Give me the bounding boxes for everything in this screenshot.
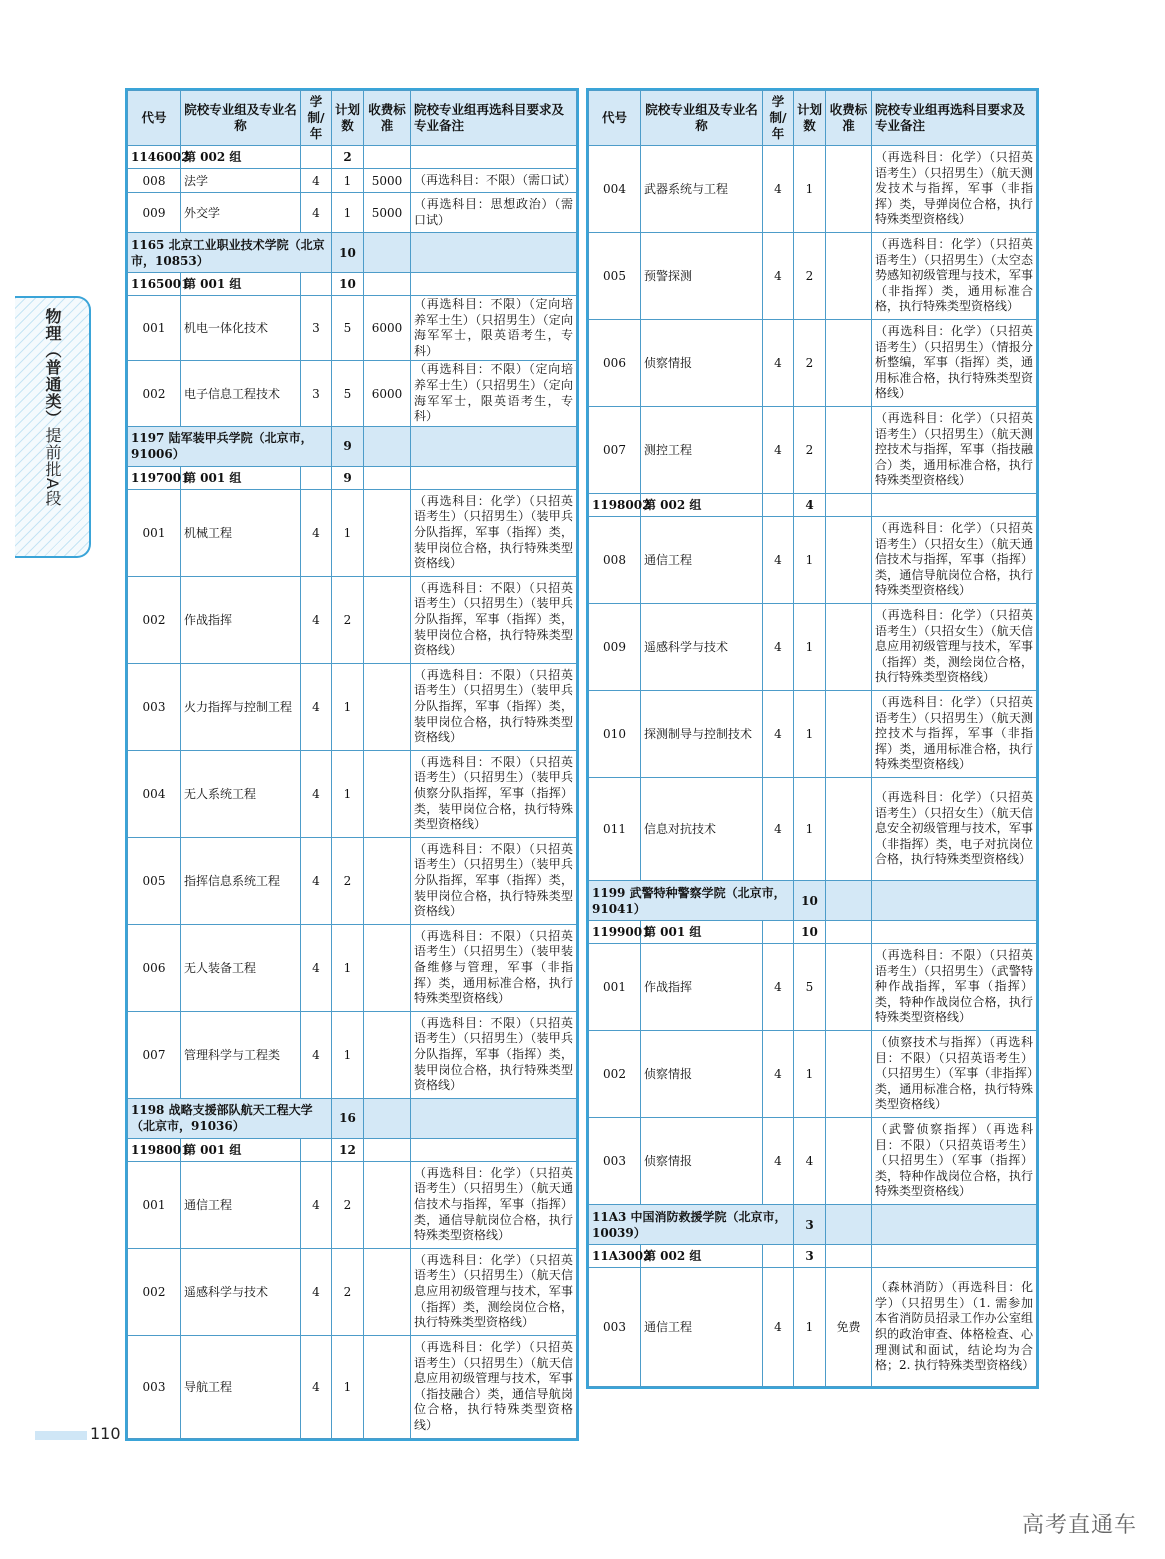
right-admission-table [588, 90, 1037, 1387]
group-name: 第 001 组 [181, 466, 301, 489]
college-row [589, 1205, 1037, 1245]
major-row [589, 691, 1037, 778]
notes-cell [411, 273, 577, 296]
major-row [128, 750, 577, 837]
major-code: 001 [128, 296, 181, 361]
fee-cell [826, 494, 872, 517]
plan-count: 9 [332, 466, 364, 489]
notes-cell: （再选科目：化学）（只招英语考生）（只招男生）（太空态势感知初级管理与技术，军事（非指挥）类，通用标准合格，执行特殊类型资格线） [872, 233, 1037, 320]
years-cell: 4 [763, 233, 794, 320]
college-name: 1197 陆军装甲兵学院（北京市，91006） [128, 426, 332, 466]
group-name: 第 002 组 [641, 494, 763, 517]
notes-cell: （武警侦察指挥）（再选科目：不限）（只招英语考生）（只招男生）（军事（指挥）类，特种作战岗位合格，执行特殊类型资格线） [872, 1118, 1037, 1205]
major-row [589, 517, 1037, 604]
notes-cell: （再选科目：化学）（只招英语考生）（只招女生）（航天信息应用初级管理与技术，军事（指挥）类，测绘岗位合格，执行特殊类型资格线） [872, 604, 1037, 691]
fee-cell [364, 924, 411, 1011]
major-row [128, 1161, 577, 1248]
notes-cell: （再选科目：不限）（只招英语考生）（只招男生）（装甲兵分队指挥，军事（指挥）类，装甲岗位合格，执行特殊类型资格线） [411, 1011, 577, 1098]
plan-count: 1 [794, 1268, 826, 1387]
fee-cell [826, 407, 872, 494]
years-cell: 3 [301, 296, 332, 361]
major-code: 007 [128, 1011, 181, 1098]
group-code: 1165001 [128, 273, 181, 296]
years-cell: 4 [301, 663, 332, 750]
years-cell: 4 [763, 1268, 794, 1387]
major-code: 001 [128, 489, 181, 576]
header-name: 院校专业组及专业名称 [181, 91, 301, 146]
major-name: 通信工程 [641, 1268, 763, 1387]
major-row [128, 296, 577, 361]
major-name: 电子信息工程技术 [181, 361, 301, 426]
notes-cell [411, 1138, 577, 1161]
page-number-bar [35, 1431, 87, 1440]
fee-cell [826, 1031, 872, 1118]
years-cell [301, 146, 332, 169]
group-code: 11A3002 [589, 1245, 641, 1268]
plan-count: 10 [794, 921, 826, 944]
header-code: 代号 [128, 91, 181, 146]
group-row [128, 466, 577, 489]
years-cell: 4 [301, 1161, 332, 1248]
major-name: 指挥信息系统工程 [181, 837, 301, 924]
major-row [128, 663, 577, 750]
major-code: 004 [128, 750, 181, 837]
years-cell: 4 [301, 193, 332, 233]
group-code: 1197001 [128, 466, 181, 489]
plan-count: 2 [332, 1248, 364, 1335]
major-code: 003 [128, 663, 181, 750]
plan-count: 10 [332, 273, 364, 296]
major-name: 侦察情报 [641, 1118, 763, 1205]
fee-cell [826, 691, 872, 778]
notes-cell [411, 233, 577, 273]
notes-cell: （再选科目：化学）（只招英语考生）（只招男生）（航天测控技术与指挥，军事（指技融合）类，通用标准合格，执行特殊类型资格线） [872, 407, 1037, 494]
plan-count: 2 [332, 576, 364, 663]
college-name: 1199 武警特种警察学院（北京市，91041） [589, 881, 794, 921]
fee-cell [364, 273, 411, 296]
years-cell [763, 494, 794, 517]
major-row [128, 1335, 577, 1438]
major-code: 010 [589, 691, 641, 778]
fee-cell: 免费 [826, 1268, 872, 1387]
years-cell: 4 [763, 944, 794, 1031]
major-code: 008 [589, 517, 641, 604]
major-code: 007 [589, 407, 641, 494]
major-name: 机械工程 [181, 489, 301, 576]
fee-cell [826, 921, 872, 944]
header-years: 学制/年 [763, 91, 794, 146]
major-code: 009 [589, 604, 641, 691]
years-cell: 4 [301, 1335, 332, 1438]
fee-cell [364, 233, 411, 273]
years-cell [301, 1138, 332, 1161]
major-code: 005 [128, 837, 181, 924]
major-code: 009 [128, 193, 181, 233]
fee-cell [364, 489, 411, 576]
years-cell: 4 [301, 1248, 332, 1335]
fee-cell [826, 233, 872, 320]
major-row [128, 1248, 577, 1335]
fee-cell: 6000 [364, 361, 411, 426]
fee-cell [826, 320, 872, 407]
years-cell: 4 [301, 576, 332, 663]
major-code: 006 [589, 320, 641, 407]
major-row [128, 924, 577, 1011]
notes-cell: （再选科目：化学）（只招英语考生）（只招女生）（航天通信技术与指挥，军事（指挥）类，通信导航岗位合格，执行特殊类型资格线） [872, 517, 1037, 604]
notes-cell [411, 1098, 577, 1138]
group-row [589, 921, 1037, 944]
plan-count: 10 [332, 233, 364, 273]
plan-count: 1 [332, 193, 364, 233]
plan-count: 2 [332, 146, 364, 169]
plan-count: 2 [332, 1161, 364, 1248]
watermark: 高考直通车 [1021, 1513, 1137, 1538]
major-name: 遥感科学与技术 [641, 604, 763, 691]
college-name: 1165 北京工业职业技术学院（北京市，10853） [128, 233, 332, 273]
group-code: 1198002 [589, 494, 641, 517]
years-cell: 4 [301, 750, 332, 837]
notes-cell: （森林消防）（再选科目：化学）（只招男生）（1. 需参加本省消防员招录工作办公室组织的政治审查、体格检查、心理测试和面试，结论均为合格；2. 执行特殊类型资格线） [872, 1268, 1037, 1387]
side-tab [15, 296, 91, 558]
fee-cell [826, 778, 872, 881]
plan-count: 4 [794, 494, 826, 517]
fee-cell [826, 944, 872, 1031]
fee-cell [364, 837, 411, 924]
years-cell: 4 [763, 1118, 794, 1205]
major-name: 管理科学与工程类 [181, 1011, 301, 1098]
major-code: 002 [128, 1248, 181, 1335]
years-cell: 4 [763, 1031, 794, 1118]
years-cell: 4 [301, 169, 332, 193]
plan-count: 1 [794, 146, 826, 233]
fee-cell: 6000 [364, 296, 411, 361]
major-row [589, 1118, 1037, 1205]
left-admission-table [127, 90, 577, 1439]
major-code: 008 [128, 169, 181, 193]
major-row [589, 1268, 1037, 1387]
plan-count: 10 [794, 881, 826, 921]
major-code: 002 [589, 1031, 641, 1118]
notes-cell [872, 1205, 1037, 1245]
plan-count: 2 [794, 320, 826, 407]
notes-cell: （再选科目：不限）（定向培养军士生）（只招男生）（定向海军军士，限英语考生，专科） [411, 361, 577, 426]
major-name: 无人装备工程 [181, 924, 301, 1011]
group-row [128, 1138, 577, 1161]
years-cell: 4 [301, 489, 332, 576]
fee-cell [364, 750, 411, 837]
notes-cell: （再选科目：化学）（只招英语考生）（只招男生）（情报分析整编，军事（指挥）类，通用标准合格，执行特殊类型资格线） [872, 320, 1037, 407]
major-code: 003 [589, 1118, 641, 1205]
major-row [128, 193, 577, 233]
group-row [128, 273, 577, 296]
major-code: 002 [128, 576, 181, 663]
page-number: 110 [90, 1424, 121, 1443]
college-row [128, 426, 577, 466]
plan-count: 5 [332, 296, 364, 361]
notes-cell [872, 881, 1037, 921]
years-cell: 4 [763, 407, 794, 494]
years-cell: 3 [301, 361, 332, 426]
fee-cell: 5000 [364, 169, 411, 193]
major-name: 信息对抗技术 [641, 778, 763, 881]
fee-cell [364, 576, 411, 663]
plan-count: 1 [332, 924, 364, 1011]
major-row [589, 604, 1037, 691]
major-name: 法学 [181, 169, 301, 193]
major-name: 预警探测 [641, 233, 763, 320]
group-name: 第 001 组 [641, 921, 763, 944]
fee-cell [826, 1118, 872, 1205]
major-code: 006 [128, 924, 181, 1011]
notes-cell: （再选科目：化学）（只招英语考生）（只招男生）（装甲兵分队指挥，军事（指挥）类，装甲岗位合格，执行特殊类型资格线） [411, 489, 577, 576]
header-fee: 收费标准 [826, 91, 872, 146]
fee-cell [826, 604, 872, 691]
plan-count: 2 [794, 233, 826, 320]
major-code: 005 [589, 233, 641, 320]
notes-cell: （再选科目：不限）（只招英语考生）（只招男生）（装甲兵分队指挥，军事（指挥）类，装甲岗位合格，执行特殊类型资格线） [411, 663, 577, 750]
notes-cell: （再选科目：化学）（只招英语考生）（只招女生）（航天信息安全初级管理与技术，军事（非指挥）类，电子对抗岗位合格，执行特殊类型资格线） [872, 778, 1037, 881]
major-name: 作战指挥 [641, 944, 763, 1031]
group-code: 1199001 [589, 921, 641, 944]
major-row [128, 837, 577, 924]
group-row [589, 1245, 1037, 1268]
notes-cell [411, 146, 577, 169]
years-cell: 4 [763, 517, 794, 604]
major-code: 004 [589, 146, 641, 233]
notes-cell [411, 466, 577, 489]
plan-count: 1 [794, 778, 826, 881]
major-name: 探测制导与控制技术 [641, 691, 763, 778]
major-code: 011 [589, 778, 641, 881]
fee-cell [364, 1161, 411, 1248]
years-cell: 4 [763, 778, 794, 881]
major-code: 001 [128, 1161, 181, 1248]
side-tab-label: 物理（普通类）提前批A段 [43, 308, 62, 507]
notes-cell: （再选科目：化学）（只招英语考生）（只招男生）（航天通信技术与指挥，军事（指挥）类，通信导航岗位合格，执行特殊类型资格线） [411, 1161, 577, 1248]
major-name: 武器系统与工程 [641, 146, 763, 233]
major-name: 通信工程 [641, 517, 763, 604]
plan-count: 1 [332, 1011, 364, 1098]
plan-count: 3 [794, 1205, 826, 1245]
fee-cell [364, 1248, 411, 1335]
major-name: 机电一体化技术 [181, 296, 301, 361]
plan-count: 5 [332, 361, 364, 426]
plan-count: 1 [332, 489, 364, 576]
notes-cell [872, 494, 1037, 517]
plan-count: 1 [794, 1031, 826, 1118]
group-row [128, 146, 577, 169]
notes-cell: （再选科目：化学）（只招英语考生）（只招男生）（航天信息应用初级管理与技术，军事（指技融合）类，通信导航岗位合格，执行特殊类型资格线） [411, 1335, 577, 1438]
plan-count: 5 [794, 944, 826, 1031]
notes-cell: （再选科目：不限）（需口试） [411, 169, 577, 193]
notes-cell: （再选科目：化学）（只招英语考生）（只招男生）（航天测控技术与指挥，军事（非指挥）类，通用标准合格，执行特殊类型资格线） [872, 691, 1037, 778]
major-row [128, 489, 577, 576]
header-notes: 院校专业组再选科目要求及专业备注 [411, 91, 577, 146]
college-row [128, 233, 577, 273]
major-row [128, 576, 577, 663]
major-name: 作战指挥 [181, 576, 301, 663]
fee-cell [826, 517, 872, 604]
major-name: 测控工程 [641, 407, 763, 494]
major-name: 外交学 [181, 193, 301, 233]
major-name: 导航工程 [181, 1335, 301, 1438]
fee-cell [364, 1098, 411, 1138]
years-cell: 4 [301, 1011, 332, 1098]
header-code: 代号 [589, 91, 641, 146]
fee-cell [364, 466, 411, 489]
fee-cell [364, 426, 411, 466]
major-name: 侦察情报 [641, 1031, 763, 1118]
fee-cell [364, 1335, 411, 1438]
header-fee: 收费标准 [364, 91, 411, 146]
plan-count: 2 [794, 407, 826, 494]
notes-cell: （再选科目：不限）（只招英语考生）（只招男生）（装甲兵侦察分队指挥，军事（指挥）类，装甲岗位合格，执行特殊类型资格线） [411, 750, 577, 837]
notes-cell: （再选科目：不限）（定向培养军士生）（只招男生）（定向海军军士，限英语考生，专科） [411, 296, 577, 361]
major-row [589, 778, 1037, 881]
plan-count: 1 [332, 169, 364, 193]
plan-count: 12 [332, 1138, 364, 1161]
plan-count: 1 [794, 691, 826, 778]
header-notes: 院校专业组再选科目要求及专业备注 [872, 91, 1037, 146]
plan-count: 1 [794, 604, 826, 691]
notes-cell: （再选科目：思想政治）（需口试） [411, 193, 577, 233]
major-name: 火力指挥与控制工程 [181, 663, 301, 750]
major-code: 001 [589, 944, 641, 1031]
fee-cell [364, 146, 411, 169]
notes-cell: （侦察技术与指挥）（再选科目：不限）（只招英语考生）（只招男生）（军事（非指挥）类，通用标准合格，执行特殊类型资格线） [872, 1031, 1037, 1118]
major-row [589, 320, 1037, 407]
plan-count: 9 [332, 426, 364, 466]
notes-cell [411, 426, 577, 466]
major-row [589, 407, 1037, 494]
notes-cell: （再选科目：化学）（只招英语考生）（只招男生）（航天测发技术与指挥，军事（非指挥）类，导弹岗位合格，执行特殊类型资格线） [872, 146, 1037, 233]
college-name: 1198 战略支援部队航天工程大学（北京市，91036） [128, 1098, 332, 1138]
fee-cell [364, 1138, 411, 1161]
fee-cell [364, 663, 411, 750]
college-row [128, 1098, 577, 1138]
plan-count: 1 [332, 750, 364, 837]
plan-count: 4 [794, 1118, 826, 1205]
fee-cell: 5000 [364, 193, 411, 233]
group-name: 第 002 组 [181, 146, 301, 169]
plan-count: 1 [332, 663, 364, 750]
group-row [589, 494, 1037, 517]
notes-cell [872, 1245, 1037, 1268]
major-row [589, 944, 1037, 1031]
notes-cell: （再选科目：不限）（只招英语考生）（只招男生）（武警特种作战指挥，军事（指挥）类，特种作战岗位合格，执行特殊类型资格线） [872, 944, 1037, 1031]
years-cell [763, 1245, 794, 1268]
group-name: 第 002 组 [641, 1245, 763, 1268]
notes-cell: （再选科目：化学）（只招英语考生）（只招男生）（航天信息应用初级管理与技术，军事（指挥）类，测绘岗位合格，执行特殊类型资格线） [411, 1248, 577, 1335]
fee-cell [826, 1205, 872, 1245]
plan-count: 3 [794, 1245, 826, 1268]
years-cell: 4 [763, 604, 794, 691]
major-row [589, 1031, 1037, 1118]
major-row [589, 146, 1037, 233]
years-cell [763, 921, 794, 944]
years-cell: 4 [763, 146, 794, 233]
major-code: 002 [128, 361, 181, 426]
plan-count: 1 [332, 1335, 364, 1438]
major-row [128, 361, 577, 426]
college-name: 11A3 中国消防救援学院（北京市，10039） [589, 1205, 794, 1245]
years-cell: 4 [301, 837, 332, 924]
plan-count: 16 [332, 1098, 364, 1138]
fee-cell [364, 1011, 411, 1098]
major-row [128, 1011, 577, 1098]
header-years: 学制/年 [301, 91, 332, 146]
years-cell: 4 [763, 320, 794, 407]
major-name: 无人系统工程 [181, 750, 301, 837]
years-cell [301, 273, 332, 296]
major-code: 003 [128, 1335, 181, 1438]
group-name: 第 001 组 [181, 273, 301, 296]
header-name: 院校专业组及专业名称 [641, 91, 763, 146]
header-plan: 计划数 [332, 91, 364, 146]
fee-cell [826, 881, 872, 921]
major-name: 侦察情报 [641, 320, 763, 407]
years-cell: 4 [301, 924, 332, 1011]
years-cell [301, 466, 332, 489]
major-name: 通信工程 [181, 1161, 301, 1248]
notes-cell: （再选科目：不限）（只招英语考生）（只招男生）（装甲装备维修与管理，军事（非指挥）类，通用标准合格，执行特殊类型资格线） [411, 924, 577, 1011]
group-code: 1198001 [128, 1138, 181, 1161]
major-row [589, 233, 1037, 320]
major-name: 遥感科学与技术 [181, 1248, 301, 1335]
header-plan: 计划数 [794, 91, 826, 146]
plan-count: 1 [794, 517, 826, 604]
major-code: 003 [589, 1268, 641, 1387]
college-row [589, 881, 1037, 921]
years-cell: 4 [763, 691, 794, 778]
notes-cell: （再选科目：不限）（只招英语考生）（只招男生）（装甲兵分队指挥，军事（指挥）类，装甲岗位合格，执行特殊类型资格线） [411, 837, 577, 924]
notes-cell: （再选科目：不限）（只招英语考生）（只招男生）（装甲兵分队指挥，军事（指挥）类，装甲岗位合格，执行特殊类型资格线） [411, 576, 577, 663]
major-row [128, 169, 577, 193]
notes-cell [872, 921, 1037, 944]
plan-count: 2 [332, 837, 364, 924]
fee-cell [826, 146, 872, 233]
group-name: 第 001 组 [181, 1138, 301, 1161]
fee-cell [826, 1245, 872, 1268]
group-code: 1146002 [128, 146, 181, 169]
